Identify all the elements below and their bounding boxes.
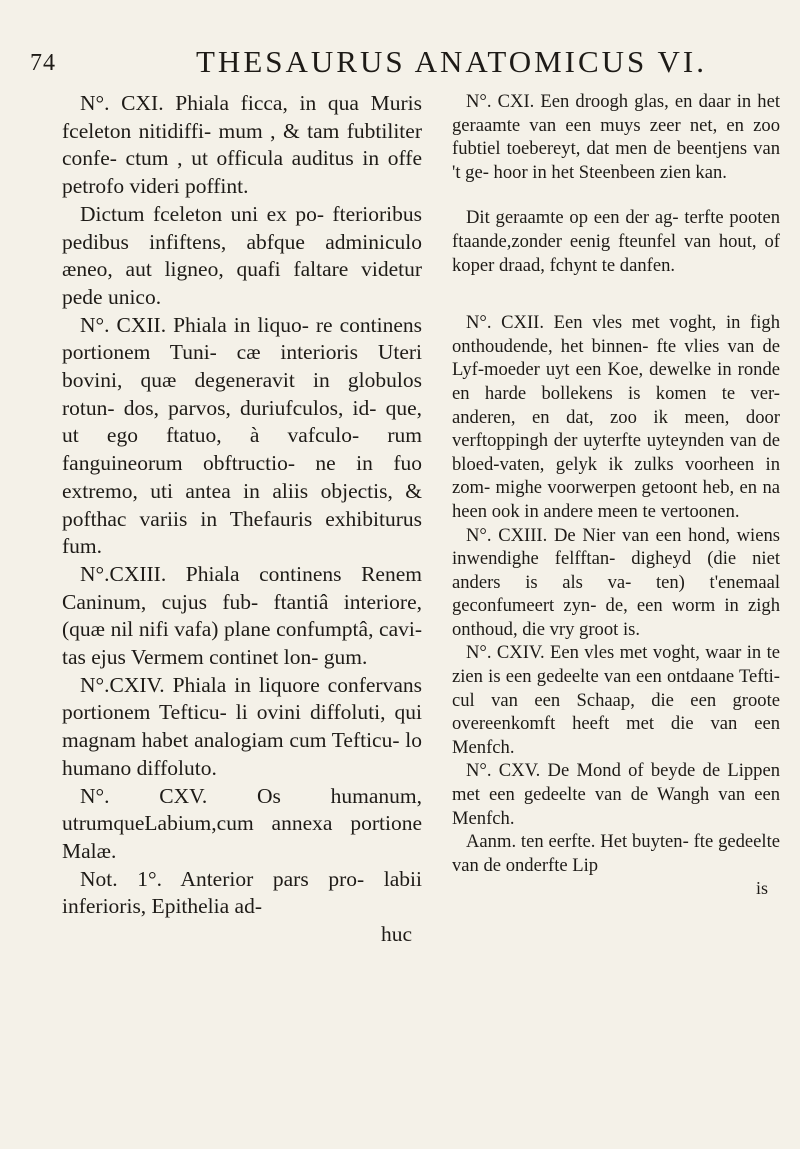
dutch-catchword: is (755, 878, 768, 899)
dutch-entry-113: N°. CXIII. De Nier van een hond, wiens inwendighe felfftan- digheyd (die niet anders is als va- ten) t'enemaal geconfumeert zyn- de, een worm in zigh onthoud, die vry groot is. (452, 524, 780, 640)
latin-note-1: Not. 1°. Anterior pars pro- labii inferioris, Epithelia ad- (62, 866, 422, 919)
dutch-entry-112: N°. CXII. Een vles met voght, in figh onthoudende, het binnen- fte vlies van de Lyf-moeder uyt een Koe, dewelke in ronde en harde bollekens is komen te ver- anderen, en dat, zoo ik meen, door verftoppingh der uyterfte uyteynden van de bloed-vaten, gelyk ik zulks voorheen in zom- mighe voorwerpen getoont heb, en na heen ook in andere meen te vertoonen. (452, 312, 780, 522)
page-header (30, 44, 760, 84)
latin-entry-114: N°.CXIV. Phiala in liquore confervans portionem Tefticu- li ovini diffoluti, qui magnam habet analogiam cum Tefticu- lo humano diffoluto. (62, 672, 422, 780)
running-head: THESAURUS ANATOMICUS VI. (196, 44, 707, 79)
latin-entry-115: N°. CXV. Os humanum, utrumqueLabium,cum annexa portione Malæ. (62, 783, 422, 863)
latin-column (62, 90, 422, 949)
dutch-entry-114: N°. CXIV. Een vles met voght, waar in te zien is een gedeelte van een ontdaane Tefti- cul van een Schaap, die een groote overeenkomft heeft met die van een Menfch. (452, 642, 780, 758)
dutch-entry-115: N°. CXV. De Mond of beyde de Lippen met een gedeelte van de Wangh van een Menfch. (452, 760, 780, 829)
dutch-column (452, 90, 780, 901)
latin-entry-111: N°. CXI. Phiala ficca, in qua Muris fceleton nitidiffi- mum , & tam fubtiliter confe- ctum , ut officula auditus in offe petrofo videri poffint. (62, 91, 422, 199)
latin-entry-113: N°.CXIII. Phiala continens Renem Caninum, cujus fub- ftantiâ interiore, (quæ nil nifi vafa) plane confumptâ, cavi- tas ejus Vermem continet lon- gum. (62, 561, 422, 670)
dutch-note-1: Aanm. ten eerfte. Het buyten- fte gedeelte van de onderfte Lip (452, 831, 780, 876)
dutch-entry-111: N°. CXI. Een droogh glas, en daar in het geraamte van een muys zeer net, en zoo fubtiel toebereyt, dat men de beentjens van 't ge- hoor in het Steenbeen zien kan. (452, 91, 780, 183)
dutch-entry-111-note: Dit geraamte op een der ag- terfte pooten ftaande,zonder eenig fteunfel van hout, of koper draad, fchynt te danfen. (452, 207, 780, 276)
page-number: 74 (30, 50, 56, 76)
latin-entry-111-note: Dictum fceleton uni ex po- fterioribus pedibus infiftens, abfque adminiculo æneo, aut ligneo, quafi faltare videtur pede unico. (62, 201, 422, 309)
latin-catchword: huc (380, 922, 412, 947)
latin-entry-112: N°. CXII. Phiala in liquo- re continens portionem Tuni- cæ interioris Uteri bovini, quæ degeneravit in globulos rotun- dos, parvos, duriufculos, id- que, ut ego ftatuo, à vafculo- rum fanguineorum obftructio- ne in fuo extremo, uti antea in aliis objectis, & pofthac variis in Thefauris exhibiturus fum. (62, 312, 422, 559)
